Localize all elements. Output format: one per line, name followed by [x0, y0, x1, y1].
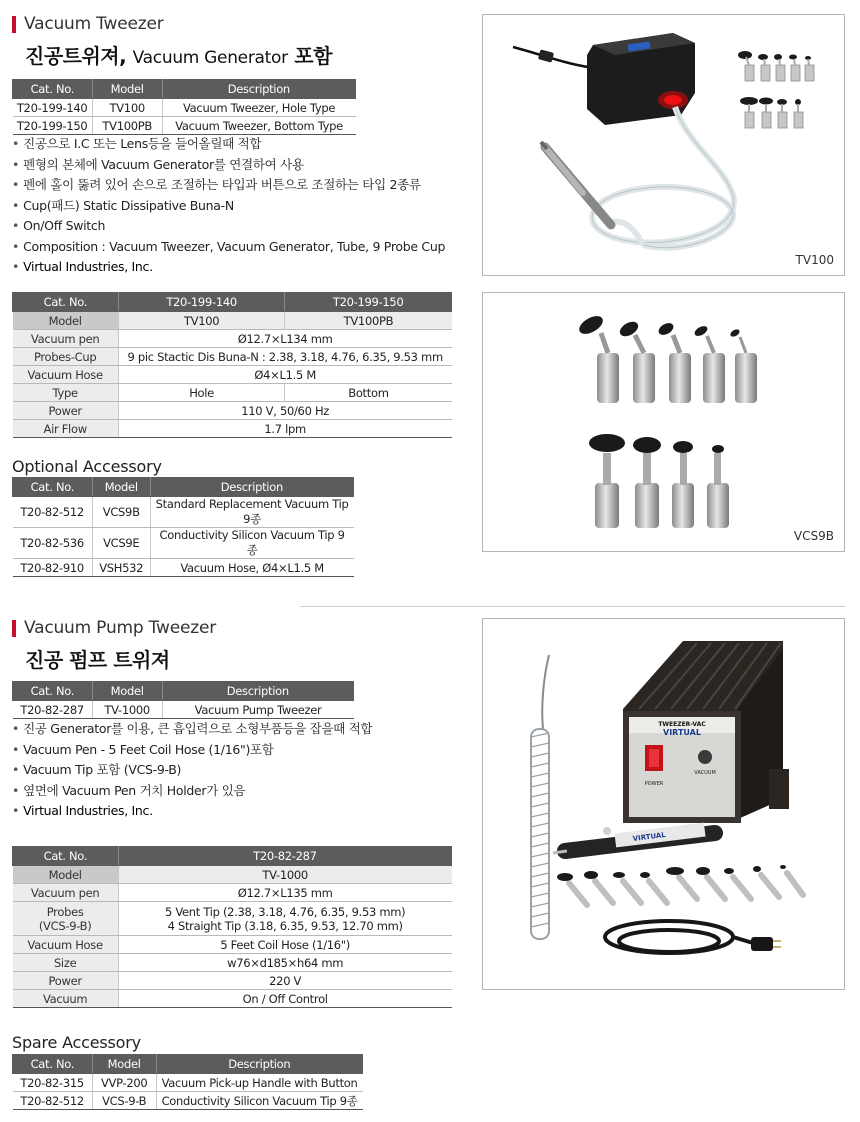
- spec-head-label: Cat. No.: [13, 293, 119, 312]
- spec-value: 220 V: [118, 972, 451, 990]
- column-header: Model: [92, 1055, 156, 1074]
- table-row: [13, 99, 356, 117]
- spec-value: [118, 902, 451, 936]
- feature-item: • Vacuum Pen - 5 Feet Coil Hose (1/16")포함: [12, 740, 372, 761]
- spec-value: w76×d185×h64 mm: [118, 954, 451, 972]
- section2-subtitle: 진공 펌프 트위져: [25, 648, 170, 672]
- feature-item: • Vacuum Tip 포함 (VCS-9-B): [12, 760, 372, 781]
- spec-row: [13, 936, 452, 954]
- vcs9b-product-photo: [482, 292, 845, 552]
- table-cell: T20-199-140: [13, 99, 93, 117]
- table-header-row: [13, 80, 356, 99]
- subtitle-english: Vacuum Generator: [132, 48, 288, 68]
- spec-row: [13, 384, 452, 402]
- optional-accessory-table: [12, 477, 354, 577]
- table-cell: T20-82-910: [13, 559, 93, 577]
- spec-head-row: [13, 847, 452, 866]
- pen-logo: VIRTUAL: [632, 830, 667, 843]
- section2-title: Vacuum Pump Tweezer: [24, 618, 217, 638]
- spec-label-line: Probes: [46, 904, 84, 919]
- section2-header: [12, 618, 216, 638]
- spec-model-col2: TV100PB: [285, 312, 452, 330]
- feature-item: • Composition : Vacuum Tweezer, Vacuum Generator, Tube, 9 Probe Cup: [12, 237, 445, 258]
- feature-item: • 펜에 홀이 뚫려 있어 손으로 조절하는 타입과 버튼으로 조절하는 타입 2종류: [12, 175, 445, 196]
- spec-head-label: Cat. No.: [13, 847, 119, 866]
- spec-label: Vacuum Hose: [13, 366, 119, 384]
- table-row: [13, 1092, 363, 1110]
- spec-value-line: 4 Straight Tip (3.18, 6.35, 9.53, 12.70 mm): [167, 918, 403, 933]
- feature-item: • Cup(패드) Static Dissipative Buna-N: [12, 196, 445, 217]
- section-accent-bar: [12, 16, 16, 33]
- tv1000-illustration: [483, 619, 845, 990]
- table-row: [13, 117, 356, 135]
- table-cell: T20-82-287: [13, 701, 93, 719]
- spec-row: [13, 402, 452, 420]
- section1-header: [12, 14, 164, 34]
- table-cell: TV100: [92, 99, 162, 117]
- table-cell: T20-82-315: [13, 1074, 93, 1092]
- table-cell: T20-82-512: [13, 1092, 93, 1110]
- spec-row: [13, 884, 452, 902]
- feature-item: • On/Off Switch: [12, 216, 445, 237]
- photo-caption: VCS9B: [793, 529, 834, 543]
- column-header: Description: [150, 478, 353, 497]
- subtitle-suffix: 포함: [294, 44, 332, 68]
- spec-row: [13, 972, 452, 990]
- feature-item: • 옆면에 Vacuum Pen 거치 Holder가 있음: [12, 781, 372, 802]
- table-cell: Standard Replacement Vacuum Tip 9종: [150, 497, 353, 528]
- spec-model-label: Model: [13, 866, 119, 884]
- spare-accessory-table: [12, 1054, 363, 1110]
- spec-label: Probes-Cup: [13, 348, 119, 366]
- spec-row: [13, 954, 452, 972]
- spec-model-label: Model: [13, 312, 119, 330]
- column-header: Cat. No.: [13, 682, 93, 701]
- table-row: [13, 497, 354, 528]
- table-cell: T20-199-150: [13, 117, 93, 135]
- spec-model-row: [13, 312, 452, 330]
- tv1000-product-photo: [482, 618, 845, 990]
- section1-spec-table: [12, 292, 452, 438]
- spec-value: 5 Feet Coil Hose (1/16"): [118, 936, 451, 954]
- table-row: [13, 701, 354, 719]
- spec-label: Air Flow: [13, 420, 119, 438]
- device-logo: VIRTUAL: [663, 728, 701, 737]
- spec-value: 1.7 lpm: [118, 420, 451, 438]
- spec-label: Type: [13, 384, 119, 402]
- spec-row: [13, 902, 452, 936]
- table-cell: VSH532: [92, 559, 150, 577]
- spec-label: Vacuum: [13, 990, 119, 1008]
- column-header: Model: [92, 478, 150, 497]
- vcs9b-illustration: [483, 293, 845, 552]
- table-row: [13, 528, 354, 559]
- coil-hose: [531, 729, 549, 939]
- section1-catalog-table: [12, 79, 356, 135]
- column-header: Description: [156, 1055, 362, 1074]
- table-cell: Vacuum Pick-up Handle with Button: [156, 1074, 362, 1092]
- table-header-row: [13, 1055, 363, 1074]
- spec-head-col1: T20-199-140: [118, 293, 285, 312]
- section1-feature-list: [12, 134, 445, 278]
- vacuum-pen: [541, 142, 611, 225]
- table-row: [13, 559, 354, 577]
- feature-item: • 진공으로 I.C 또는 Lens등을 들어올릴때 적합: [12, 134, 445, 155]
- table-cell: Vacuum Pump Tweezer: [162, 701, 353, 719]
- spec-value: 110 V, 50/60 Hz: [118, 402, 451, 420]
- tv100-illustration: [483, 15, 845, 276]
- section-divider: [300, 606, 845, 607]
- spec-value: Ø12.7×L134 mm: [118, 330, 451, 348]
- table-cell: Vacuum Tweezer, Bottom Type: [162, 117, 355, 135]
- table-cell: VVP-200: [92, 1074, 156, 1092]
- column-header: Description: [162, 682, 353, 701]
- table-cell: TV-1000: [92, 701, 162, 719]
- spec-row: [13, 366, 452, 384]
- spec-value-line: 5 Vent Tip (2.38, 3.18, 4.76, 6.35, 9.53 mm): [164, 904, 406, 919]
- spec-row: [13, 420, 452, 438]
- spec-head-col2: T20-199-150: [285, 293, 452, 312]
- vendor-name: • Virtual Industries, Inc.: [12, 257, 445, 278]
- table-cell: VCS9B: [92, 497, 150, 528]
- spec-label: Vacuum pen: [13, 884, 119, 902]
- vacuum-button-label: VACUUM: [694, 770, 716, 776]
- spec-value: 9 pic Stactic Dis Buna-N : 2.38, 3.18, 4.76, 6.35, 9.53 mm: [118, 348, 451, 366]
- section1-subtitle: [25, 40, 332, 69]
- table-cell: T20-82-536: [13, 528, 93, 559]
- spec-label: Power: [13, 402, 119, 420]
- spec-label: [13, 902, 119, 936]
- spec-label: Vacuum Hose: [13, 936, 119, 954]
- power-switch-label: POWER: [644, 781, 664, 787]
- table-cell: Conductivity Silicon Vacuum Tip 9종: [156, 1092, 362, 1110]
- table-cell: Conductivity Silicon Vacuum Tip 9종: [150, 528, 353, 559]
- table-cell: VCS-9-B: [92, 1092, 156, 1110]
- spec-row: [13, 330, 452, 348]
- column-header: Cat. No.: [13, 1055, 93, 1074]
- photo-caption: TV100: [795, 253, 834, 267]
- spec-label: Vacuum pen: [13, 330, 119, 348]
- spec-value: Ø4×L1.5 M: [118, 366, 451, 384]
- spec-label: Power: [13, 972, 119, 990]
- spec-model-col1: TV100: [118, 312, 285, 330]
- table-cell: TV100PB: [92, 117, 162, 135]
- table-header-row: [13, 478, 354, 497]
- spec-head-row: [13, 293, 452, 312]
- feature-item: • 펜형의 본체에 Vacuum Generator를 연결하여 사용: [12, 155, 445, 176]
- table-row: [13, 1074, 363, 1092]
- vacuum-pump-body: [623, 641, 789, 823]
- column-header: Cat. No.: [13, 478, 93, 497]
- spec-value: Hole: [118, 384, 285, 402]
- spec-value: Bottom: [285, 384, 452, 402]
- subtitle-korean: 진공트위져,: [25, 44, 127, 68]
- table-cell: Vacuum Tweezer, Hole Type: [162, 99, 355, 117]
- table-cell: VCS9E: [92, 528, 150, 559]
- table-cell: T20-82-512: [13, 497, 93, 528]
- column-header: Model: [92, 80, 162, 99]
- spec-label: Size: [13, 954, 119, 972]
- section2-spec-table: [12, 846, 452, 1008]
- table-header-row: [13, 682, 354, 701]
- column-header: Cat. No.: [13, 80, 93, 99]
- vendor-name: • Virtual Industries, Inc.: [12, 801, 372, 822]
- device-brand-label: TWEEZER-VAC: [658, 721, 706, 728]
- section2-catalog-table: [12, 681, 354, 719]
- table-cell: Vacuum Hose, Ø4×L1.5 M: [150, 559, 353, 577]
- spec-model-col1: TV-1000: [118, 866, 451, 884]
- power-cord: [605, 921, 753, 953]
- spec-value: On / Off Control: [118, 990, 451, 1008]
- column-header: Description: [162, 80, 355, 99]
- spec-model-row: [13, 866, 452, 884]
- spec-value: Ø12.7×L135 mm: [118, 884, 451, 902]
- spec-row: [13, 348, 452, 366]
- feature-item: • 진공 Generator를 이용, 큰 흡입력으로 소형부품등을 잡을때 적합: [12, 719, 372, 740]
- section1-title: Vacuum Tweezer: [24, 14, 164, 34]
- section-accent-bar: [12, 620, 16, 637]
- spare-accessory-title: Spare Accessory: [12, 1033, 141, 1052]
- column-header: Model: [92, 682, 162, 701]
- spec-head-col1: T20-82-287: [118, 847, 451, 866]
- spec-row: [13, 990, 452, 1008]
- spec-label-line: (VCS-9-B): [38, 918, 92, 933]
- section2-feature-list: [12, 719, 372, 822]
- optional-accessory-title: Optional Accessory: [12, 457, 162, 476]
- tv100-product-photo: [482, 14, 845, 276]
